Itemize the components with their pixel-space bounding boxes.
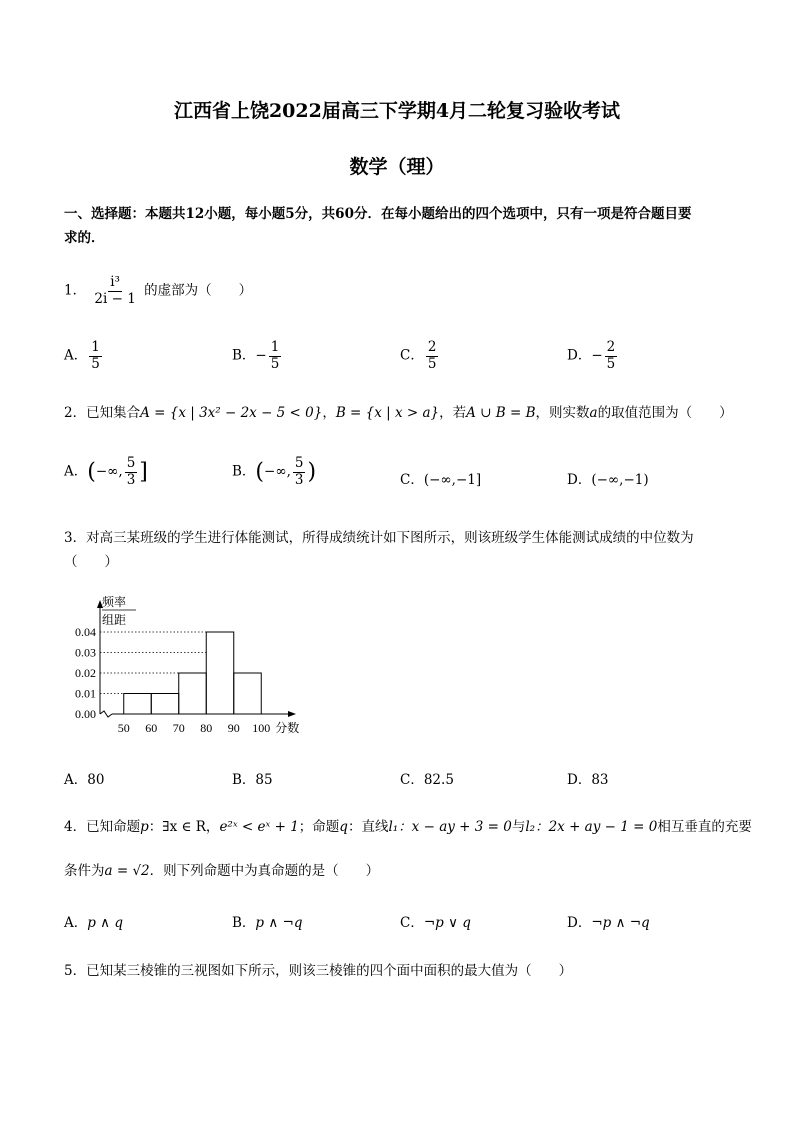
exam-subtitle: 数学（理） [349,156,445,178]
x-tick-label: 60 [145,721,158,735]
y-tick-label: 0.02 [75,666,96,680]
question-4-inequality: e²ˣ < eˣ + 1 [219,819,299,835]
section-heading-line2: 求的． [64,230,105,246]
option-label: C． [400,772,424,788]
question-4-line1 [64,815,752,835]
question-3-option-a [64,768,104,788]
histogram-bar [206,632,234,714]
question-2-set-a: A = {x | 3x² − 2x − 5 < 0} [140,405,323,421]
question-4-option-c [400,911,471,931]
y-tick-label: 0.04 [75,625,96,639]
exam-title: 江西省上饶2022届高三下学期4月二轮复习验收考试 [173,100,621,122]
option-label: A． [64,463,88,480]
option-fraction [89,340,102,372]
option-text: ¬p ∧ ¬q [591,915,650,931]
question-2-post: ，则实数 [535,405,590,421]
question-4-pre: 已知命题 [86,819,141,835]
question-2-number: 2． [64,405,87,421]
x-tick-label: 80 [200,721,213,735]
question-4-line2-pre: 条件为 [64,863,105,879]
option-numerator: 1 [270,339,280,355]
question-4-option-d [567,911,650,931]
question-4-and: 与 [511,819,526,835]
option-text: 85 [255,772,273,788]
question-4-option-a [64,911,123,931]
question-3-line2: （ ） [64,554,118,570]
question-2-end: 的取值范围为（ ） [597,405,733,421]
option-text: ¬p ∨ q [423,915,471,931]
question-1-option-a [64,340,104,372]
histogram-bar [151,694,179,715]
question-1-numerator: i³ [110,274,120,290]
question-2-option-b [232,456,316,488]
x-tick-label: 50 [117,721,130,735]
option-text: p ∧ ¬q [255,915,303,931]
question-2-stem [64,401,733,421]
question-3-option-b [232,768,273,788]
option-label: D． [567,347,592,364]
option-label: A． [64,915,88,931]
option-denominator: 3 [294,471,304,488]
question-2-pre: 已知集合 [86,405,141,421]
question-4-q: q [339,819,348,835]
question-1-fraction [92,275,137,307]
question-4-eq1: ：x − ay + 3 = 0 [398,819,512,835]
option-sign: − [591,347,603,364]
option-numerator: 5 [294,455,304,471]
question-1-option-c [400,340,440,372]
question-4-exists: ：∃x ∈ R， [148,819,220,835]
y-tick-label: 0.00 [75,707,96,721]
question-3-number: 3． [64,530,87,546]
option-label: A． [64,347,88,364]
question-3-option-c [400,768,454,788]
histogram-bar [124,694,152,715]
option-label: C． [400,915,424,931]
option-label: A． [64,772,88,788]
question-1-number: 1． [64,282,87,299]
option-denominator: 5 [270,355,280,372]
option-open-bracket: ( [255,459,265,485]
question-3-line1 [64,526,694,546]
histogram-chart [60,588,330,748]
option-denominator: 5 [427,355,437,372]
question-2-set-b: B = {x | x > a} [335,405,440,421]
option-label: C． [400,472,424,488]
option-fraction [269,340,282,372]
question-4-line2 [64,859,379,879]
x-tick-label: 90 [227,721,240,735]
option-text: p ∧ q [87,915,123,931]
question-2-comma: ， [322,405,336,421]
option-label: C． [400,347,424,364]
question-5-text: 已知某三棱锥的三视图如下所示，则该三棱锥的四个面中面积的最大值为（ ） [86,963,573,979]
question-1-denominator: 2i − 1 [94,290,136,307]
question-2-option-a [64,456,148,488]
option-numerator: 1 [91,339,100,355]
option-numerator: 2 [606,339,616,355]
section-heading-line1: 一、选择题：本题共12小题，每小题5分，共60分．在每小题给出的四个选项中，只有一项是符合题目要 [64,206,692,222]
option-close-bracket: ) [307,459,317,485]
option-label: D． [567,915,592,931]
x-tick-label: 70 [172,721,185,735]
question-3-option-d [567,768,609,788]
option-numerator: 5 [126,455,136,471]
option-fraction [426,340,439,372]
option-fraction [605,340,618,372]
question-4-number: 4． [64,819,87,835]
option-sign: − [255,347,267,364]
option-open-bracket: ( [87,459,96,485]
question-1-text: 的虚部为（ ） [144,282,253,299]
option-label: B． [232,915,256,931]
option-denominator: 5 [91,355,100,372]
histogram-ylabel-top: 频率 [102,595,127,609]
option-numerator: 2 [427,339,437,355]
question-1-stem [64,275,252,307]
question-2-condition: A ∪ B = B [466,405,536,421]
option-text: (−∞,−1) [591,472,649,488]
question-4-l2: l₂ [525,819,536,835]
option-label: B． [232,347,256,364]
question-4-line1-end: 相互垂直的充要 [657,819,752,835]
option-fraction [293,456,306,488]
question-2-option-c [400,468,481,488]
y-tick-label: 0.03 [75,645,96,660]
question-2-mid: ，若 [439,405,467,421]
x-tick-label: 100 [252,721,271,735]
option-fraction [125,456,138,488]
option-left: −∞, [95,463,123,480]
option-text: 83 [591,772,609,788]
histogram-bar [179,673,207,714]
option-close-bracket: ] [139,459,148,485]
histogram-ylabel-bottom: 组距 [102,613,127,627]
x-axis-break [100,711,112,717]
histogram-bar [234,673,262,714]
question-2-option-d [567,468,649,488]
histogram-xlabel: 分数 [275,721,300,735]
question-5-number: 5． [64,963,87,979]
question-1-option-d [567,340,619,372]
option-label: B． [232,463,256,480]
question-4-l1: l₁ [388,819,399,835]
question-4-line-word: ：直线 [347,819,389,835]
question-4-eq2: ：2x + ay − 1 = 0 [535,819,658,835]
question-4-proposition-q-pre: ；命题 [298,819,340,835]
question-4-option-b [232,911,302,931]
option-label: D． [567,772,592,788]
question-3-text: 对高三某班级的学生进行体能测试，所得成绩统计如下图所示，则该班级学生体能测试成绩的中位数为 [86,530,694,546]
y-tick-label: 0.01 [75,686,96,701]
x-axis-arrow [288,711,296,717]
option-left: −∞, [264,463,291,480]
question-4-condition: a = √2 [104,863,150,879]
option-text: 82.5 [423,772,454,788]
option-denominator: 5 [606,355,616,372]
option-text: 80 [87,772,105,788]
question-5-stem [64,959,572,979]
question-4-p: p [140,819,149,835]
option-text: (−∞,−1] [423,472,482,488]
question-1-option-b [232,340,283,372]
option-label: D． [567,472,592,488]
question-4-line2-end: ．则下列命题中为真命题的是（ ） [149,863,380,879]
option-label: B． [232,772,256,788]
question-2-variable: a [589,405,598,421]
option-denominator: 3 [126,471,136,488]
